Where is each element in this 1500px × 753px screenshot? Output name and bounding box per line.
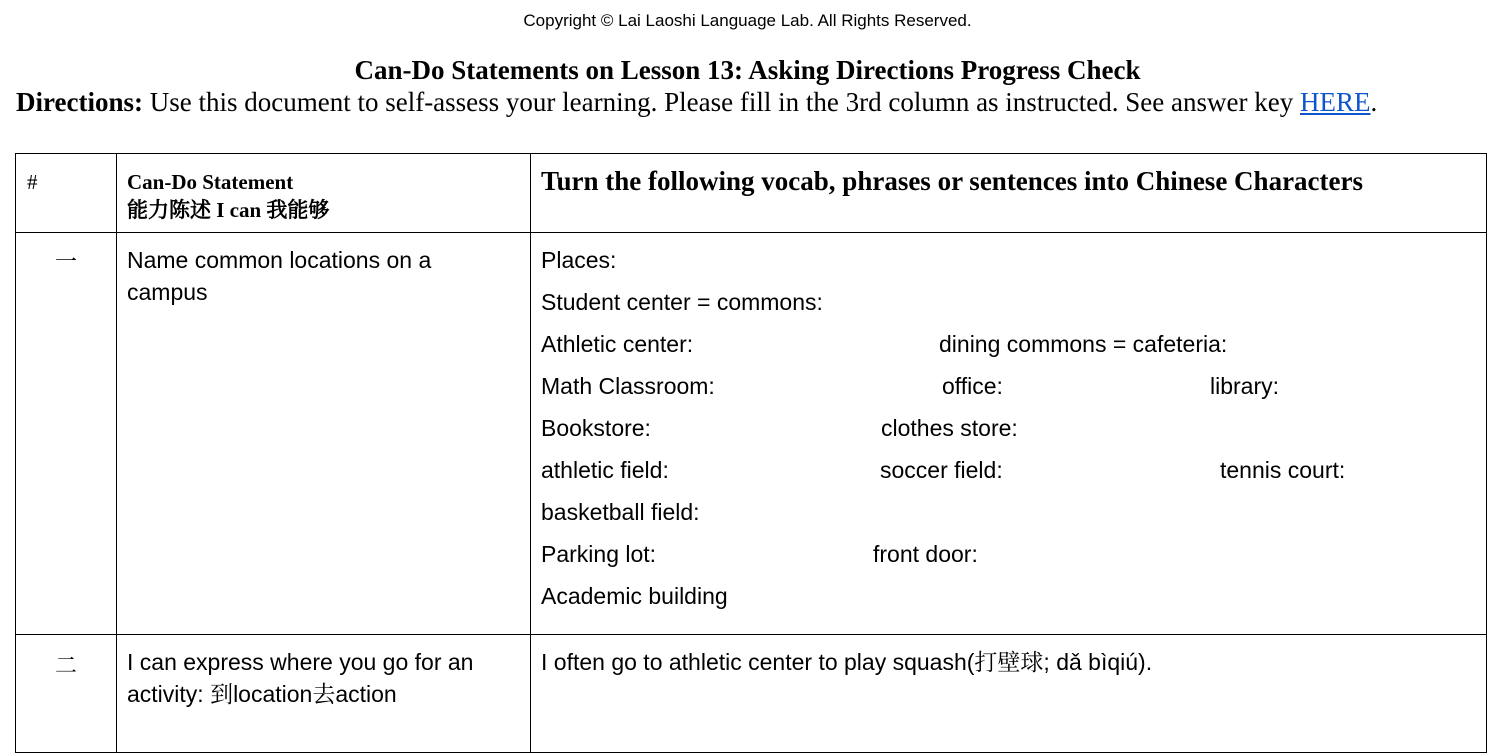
vocab-academic-building: Academic building [541,583,728,609]
vocab-office: office: [942,373,1003,399]
copyright-notice: Copyright © Lai Laoshi Language Lab. All Rights Reserved. [523,11,972,30]
vocab-front-door: front door: [873,541,978,567]
directions-paragraph [16,87,1496,118]
row-divider [16,634,1486,635]
header-task: Turn the following vocab, phrases or sentences into Chinese Characters [541,166,1363,196]
vocab-athletic-field: athletic field: [541,457,669,483]
task-sentence: I often go to athletic center to play squash(打壁球; dǎ bìqiú). [541,649,1153,675]
vocab-dining-commons: dining commons = cafeteria: [939,331,1228,357]
vocab-student-center: Student center = commons: [541,289,823,315]
statement-line2: activity: 到location去action [127,681,397,707]
directions-end: . [1370,87,1378,117]
directions-label: Directions: [16,87,143,117]
row-number: 一 [54,250,77,275]
vocab-library: library: [1210,373,1280,399]
vocab-athletic-center: Athletic center: [541,331,694,357]
header-can-do-line2: 能力陈述 I can 我能够 [127,198,330,222]
column-divider [530,154,531,752]
can-do-table [15,153,1487,753]
header-can-do-line1: Can-Do Statement [127,170,294,194]
can-do-statement: Name common locations on a campus [127,247,432,305]
vocab-parking-lot: Parking lot: [541,541,657,567]
directions-text: Use this document to self-assess your learning. Please fill in the 3rd column as instructed. See answer key [142,87,1300,117]
row-number: 二 [54,654,77,679]
statement-line1: I can express where you go for an [127,649,474,675]
vocab-bookstore: Bookstore: [541,415,651,441]
vocab-tennis-court: tennis court: [1220,457,1346,483]
vocab-clothes-store: clothes store: [881,415,1018,441]
answer-key-link[interactable]: HERE [1299,87,1371,117]
page-title: Can-Do Statements on Lesson 13: Asking Directions Progress Check [354,55,1141,85]
column-divider [116,154,117,752]
header-can-do-statement [127,168,329,224]
vocab-soccer-field: soccer field: [880,457,1003,483]
header-number: # [27,170,38,194]
row-divider [16,232,1486,233]
vocab-basketball-field: basketball field: [541,499,700,525]
vocab-math-classroom: Math Classroom: [541,373,715,399]
places-label: Places: [541,247,617,273]
can-do-statement [127,646,517,710]
